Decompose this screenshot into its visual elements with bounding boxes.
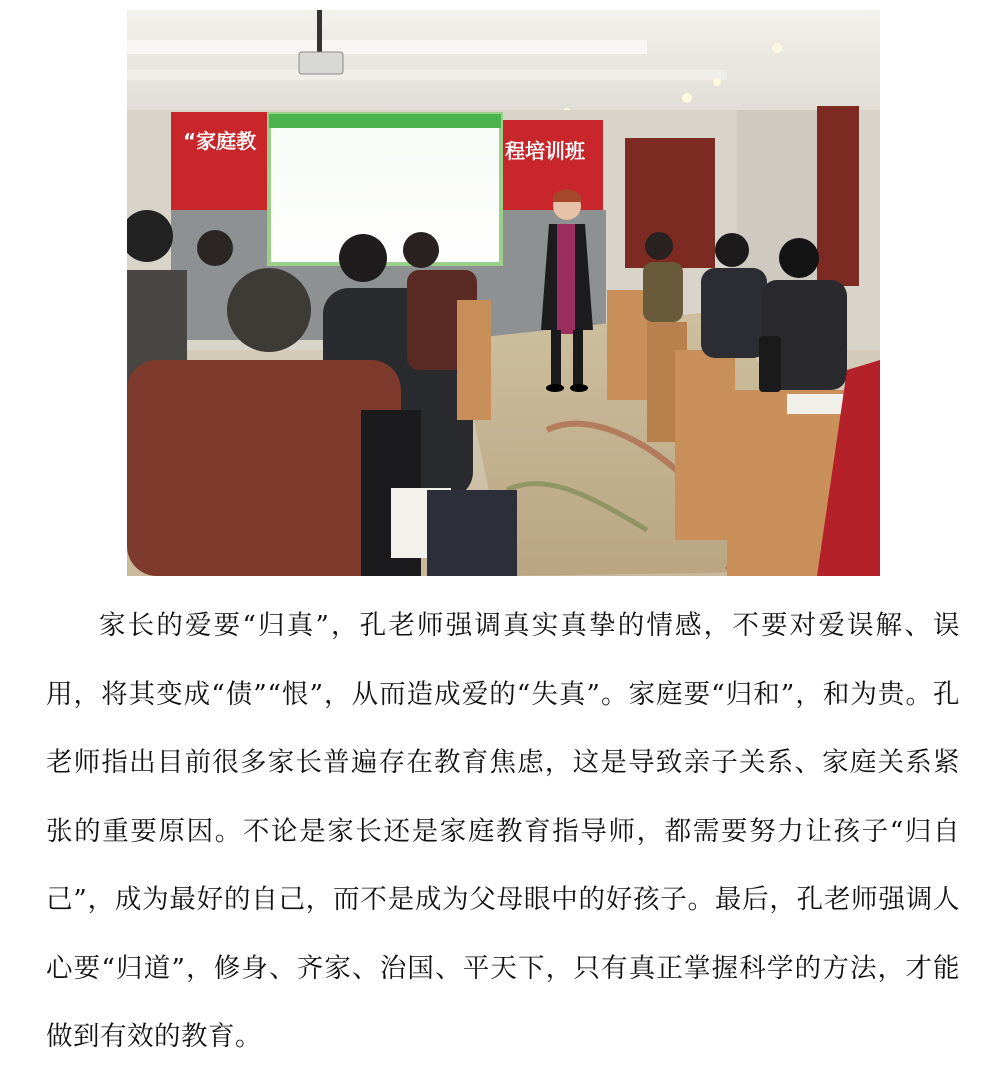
- ceiling-spotlight: [682, 93, 692, 103]
- banner-left-text: “家庭教: [183, 129, 257, 153]
- door: [817, 106, 859, 286]
- ceiling-spotlight: [772, 43, 782, 53]
- classroom-scene: [127, 10, 880, 576]
- projector: [299, 52, 343, 74]
- ceiling-light-strip: [127, 70, 727, 80]
- classroom-photo: [127, 10, 880, 576]
- projection-screen: [269, 114, 501, 264]
- screen-header-bar: [269, 114, 501, 128]
- article-body: [46, 592, 960, 1072]
- banner-right: [499, 120, 603, 212]
- banner-right-text: 程培训班: [505, 139, 585, 163]
- banner-left: [171, 112, 269, 210]
- projector-mount: [317, 10, 322, 52]
- ceiling-spotlight: [713, 78, 721, 86]
- ceiling-light-strip: [127, 40, 647, 54]
- article-paragraph: 家长的爱要“归真”，孔老师强调真实真挚的情感，不要对爱误解、误用，将其变成“债”“恨”，从而造成爱的“失真”。家庭要“归和”，和为贵。孔老师指出目前很多家长普遍存在教育焦虑，这是导致亲子关系、家庭关系紧张的重要原因。不论是家长还是家庭教育指导师，都需要努力让孩子“归自己”，成为最好的自己，而不是成为父母眼中的好孩子。最后，孔老师强调人心要“归道”，修身、齐家、治国、平天下，只有真正掌握科学的方法，才能做到有效的教育。: [46, 610, 960, 1052]
